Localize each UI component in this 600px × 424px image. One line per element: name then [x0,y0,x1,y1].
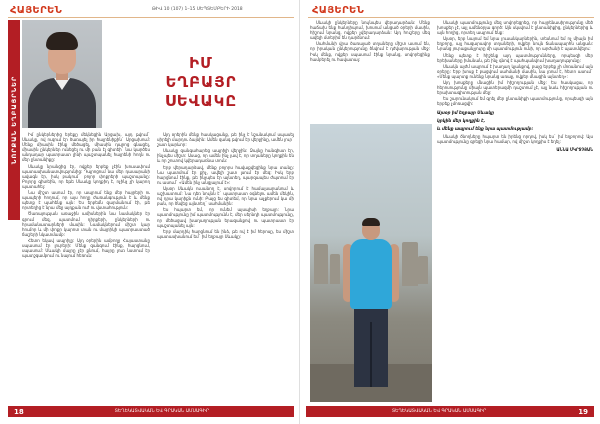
footer-left [8,406,294,417]
magazine-logo-right: ՀԱՅԵՐԵՆ [312,5,365,16]
paragraph: Սևակն այժմ ապրում է խաղաղ կյանքով, բայց երբեք չի մոռանում այն օրերը: Երբ խոսք է բացվում սահմանի մասին, նա լռում է, հետո ասում` «Մենք պարտք ունենք նրանց առաջ, ովքեր մնացին այնտեղ»: [437,63,593,79]
paragraph: Այսօր Սևակն ուսանող է, սովորում է համալսարանում և աշխատում: Նա դեռ նույնն է` պատրաստ օգնելու ամեն մեկին, ով դրա կարիքն ունի: Բայց ես գիտեմ, որ նրա աչքերում կա մի բան, որ ծնվեց այնտեղ` սահմանին: [157,185,294,207]
paragraph: Սևակը նրանցից էր, ովքեր երբեք չէին խուսափում պատասխանատվությունից: Դպրոցում նա մեր դասարանի ավագն էր, իսկ բակում` բոլոր փոքրերի պաշտպանը: Բոլորը գիտեին, որ եթե Սևակը կողքիդ է, ոչինչ չի կարող պատահել: [22,163,150,189]
paragraph: Սևակի ծնողները հպարտ են իրենց որդով, իսկ ես` իմ եղբորով: Այս պատմությունը գրեցի նրա համար, ով միշտ կողքիս է եղել: [437,133,593,144]
right-page [300,0,600,424]
article-column-2 [157,132,294,402]
article-title-line-1: ԻՄ [189,54,213,72]
paragraph: Ես շարունակում եմ գրել մեր ընտանիքի պատմությունը, որպեսզի այն երբեք չմոռացվի: [437,96,593,107]
paragraph: Այդ խոսքերը մնացին իմ հիշողության մեջ: Ես հասկացա, որ հերոսությունը միայն պատերազմի դաշտում չէ, այլ նաև հիշողության ու երախտագիտության մեջ: [437,80,593,96]
footer-text-right: ՏԵՂԵԿԱՏՎԱԿԱՆ ԵՎ ԳՐԱԿԱՆ ԱՄՍԱԳԻՐ [391,409,487,414]
paragraph: Սևակի ընկերները նույնպես վերադարձան: Մենք հաճախ ենք հանդիպում, խոսում անցած օրերի մասին, հիշում նրանց, ովքեր չվերադարձան: Այդ հուշերը մեզ ավելի մտերիմ են դարձնում: [310,20,430,41]
paragraph: Երբ վերադարձավ, մենք բոլորս հավաքվեցինք նրա տանը: Նա պատմում էր քիչ, ավելի շատ լսում էր մեզ: Իսկ երբ հարցնում էինք, թե ինչպես էր այնտեղ, պարզապես ժպտում էր ու ասում` «Ամեն ինչ անցյալում է»: [157,164,294,185]
footer-text-left: ՏԵՂԵԿԱՏՎԱԿԱՆ ԵՎ ԳՐԱԿԱՆ ԱՄՍԱԳԻՐ [114,409,209,414]
footer-right [306,406,594,417]
article-column-1 [22,132,150,402]
paragraph: Ես հպարտ եմ, որ ունեմ այսպիսի եղբայր: Նրա պատմությունը իմ պատմությունն է, մեր սերնդի պատմությունը, որ մեծացավ խաղաղության երազանքով ու պատրաստ էր պաշտպանել այն: [157,207,294,228]
paragraph: Երբ մարդիկ հարցնում են ինձ, թե ով է իմ հերոսը, ես միշտ պատասխանում եմ` իմ եղբայր Սևակը: [157,228,294,239]
article-title-line-2: ԵՂԲԱՅՐ [165,73,237,91]
header-rule-left [8,17,294,18]
header-rule-right [308,17,594,18]
section-band-label: ՆՈՐՔԱՆ ԵՂԲԱՅՐՆԵՐ [10,75,18,165]
author-signature: ԱՆՆԱ ՄԿՐՏՉՅԱՆ [556,146,593,152]
article-column-4 [437,20,593,402]
paragraph: Այդ օրերին մենք հասկացանք, թե ինչ է նշանակում սպասել սիրելի մարդու ձայնին: Ամեն զանգ թվում էր վերջինը, ամեն լուր` շատ կարևոր: [157,132,294,148]
paragraph: Իմ ընկերներից երեքը մեկնեցին Արցախ, այդ թվում` Սևակը, ով ուզում էր ծառայել իր հայրենիքին` Արցախում: Մենք միասին էինք մեծացել, միասին դպրոց գնացել, միասին ընկերներ ունեցել ու մի բան էլ գիտեի` նա կարծես անդադար պատրաստ լինի պաշտպանել հայրենի հողն ու մեր ընտանիքը: [22,132,150,163]
paragraph: Հետո եկավ ապրիլը: Այդ օրերին ամբողջ Հայաստանը սպասում էր լուրերի: Մենք զանգում էինք, հարցնում, սպասում: Սևակի մայրը չէր քնում, հայրը լուռ նստում էր պատշգամբում ու նայում հեռուն: [22,237,150,259]
pull-quote-line: և մենք ապրում ենք նրա պատմությամբ: [437,125,534,131]
pull-quote-line: Այսօր իմ եղբայր Սևակը [437,109,495,115]
soldier-photo [310,124,432,402]
page-number-right: 19 [578,407,588,416]
section-band [8,20,20,220]
issue-line: ԹԻՎ 10 (107) 1–15 ՍԵՊՏԵՄԲԵՐԻ 2018 [152,7,243,12]
article-title-line-3: ՍԵՎԱԿԸ [164,92,238,110]
paragraph: Մենք պետք է հիշենք այդ պատմությունները, որպեսզի մեր երեխաները իմանան, թե ինչ գնով է պահպանվում խաղաղությունը: [437,52,593,63]
paragraph: Ծառայության առաջին ամիսներին նա նամակներ էր գրում մեզ, պատմում դիրքերի, ընկերների ու հրամանատարների մասին: Նամակներում միշտ կար հումոր և մի փոքր կարոտ տան ու մայրիկի պատրաստած ճաշերի նկատմամբ: [22,211,150,237]
article-column-3 [310,20,430,120]
paragraph: Սևակի պատմությունը մեզ սովորեցրեց, որ հայրենասիրությունը մեծ խոսքեր չէ, այլ ամենօրյա գործ: Այն սկսվում է ընտանիքից, ընկերներից և այն հողից, որտեղ ապրում ենք: [437,20,593,36]
paragraph: Այսօր, երբ նայում եմ նրա լուսանկարներին, տեսնում եմ ոչ միայն իմ եղբորը, այլ հազարավոր տղաների, ովքեր նույն ճանապարհն անցան: Նրանց յուրաքանչյուրը մի պատմություն ունի, որ արժանի է պատմվելու: [437,36,593,52]
magazine-logo-left: ՀԱՅԵՐԵՆ [10,5,63,16]
pull-quote-line: կրկին մեր կողքին է, [437,117,486,123]
paragraph: Սևակը զանգահարեց ապրիլի վերջին: Ձայնը հանգիստ էր, ինչպես միշտ: Ասաց, որ ամեն ինչ լավ է, որ տղաները կողքին են և որ շուտով կվերադառնա տուն: [157,148,294,164]
author-portrait [22,20,102,128]
page-number-left: 18 [14,407,24,416]
paragraph: Նա միշտ ասում էր, որ ապրում ենք մեր հայրերի ու պապերի հողում, որ այս հողը ժառանգություն է և մենք պետք է պահենք այն: Ես երբեմն զարմանում էի, թե որտեղից է նրա մեջ այդքան ուժ ու վստահություն: [22,190,150,211]
paragraph: Սահմանի վրա ծառայած տղաները միշտ ասում են, որ իրական ընկերությունը ծնվում է դժվարության մեջ: Իսկ մենք, ովքեր սպասում էինք նրանց, սովորեցինք համբերել ու հավատալ: [310,41,430,62]
